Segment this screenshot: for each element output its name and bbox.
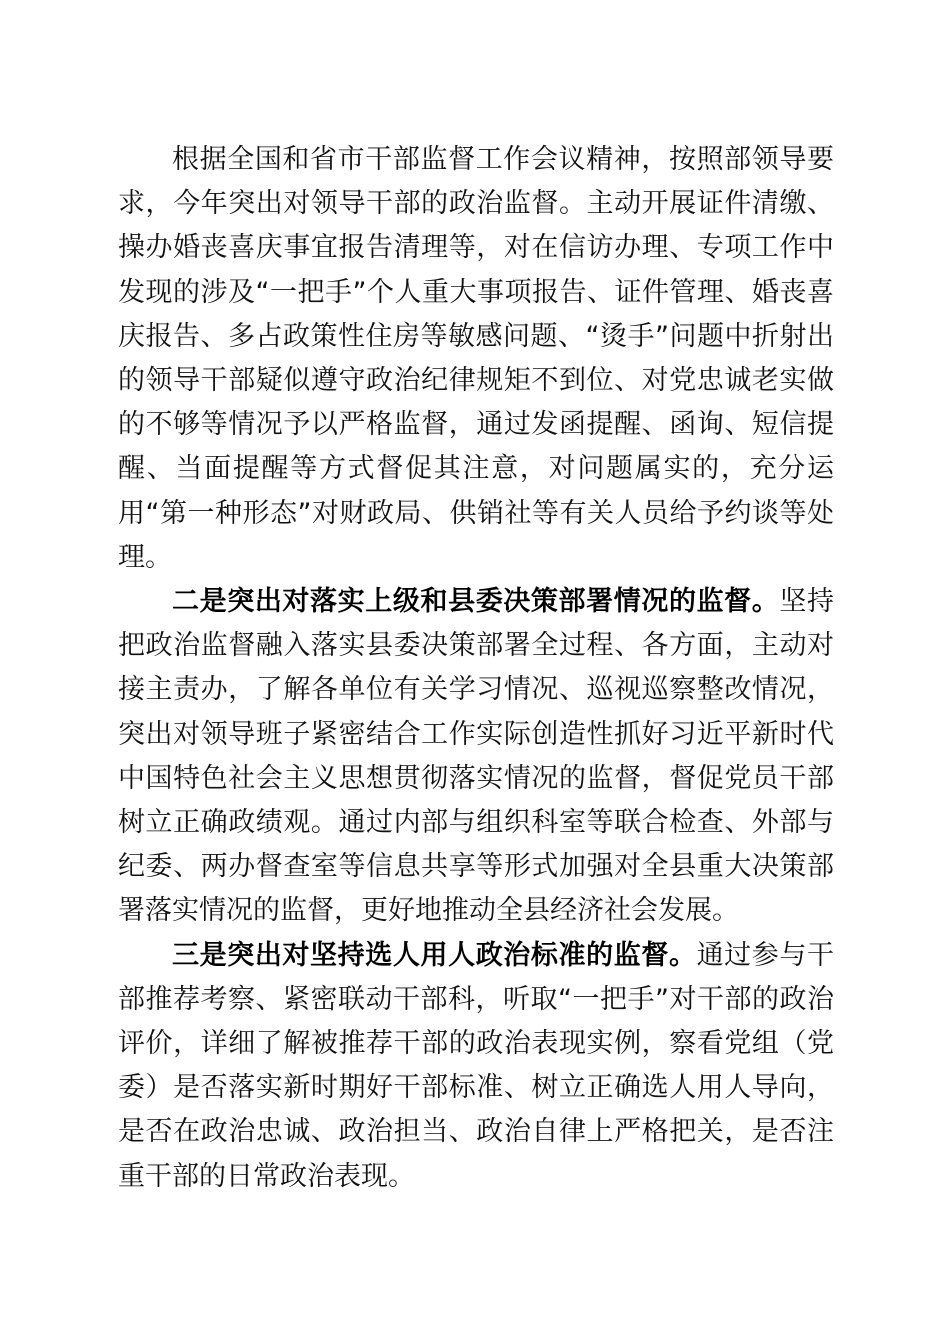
paragraph-text: 根据全国和省市干部监督工作会议精神，按照部领导要求，今年突出对领导干部的政治监督。主动开展证件清缴、操办婚丧喜庆事宜报告清理等，对在信访办理、专项工作中发现的涉及“一把手”个人重大事项报告、证件管理、婚丧喜庆报告、多占政策性住房等敏感问题、“烫手”问题中折射出的领导干部疑似遵守政治纪律规矩不到位、对党忠诚老实做的不够等情况予以严格监督，通过发函提醒、函询、短信提醒、当面提醒等方式督促其注意，对问题属实的，充分运用“第一种形态”对财政局、供销社等有关人员给予约谈等处理。 [118, 144, 834, 573]
paragraph-third [118, 934, 834, 1199]
paragraph-heading: 三是突出对坚持选人用人政治标准的监督。 [172, 939, 697, 971]
paragraph-second [118, 580, 834, 934]
paragraph-text: 通过参与干部推荐考察、紧密联动干部科，听取“一把手”对干部的政治评价，详细了解被推荐干部的政治表现实例，察看党组（党委）是否落实新时期好干部标准、树立正确选人用人导向，是否在政治忠诚、政治担当、政治自律上严格把关，是否注重干部的日常政治表现。 [118, 939, 835, 1192]
paragraph-heading: 二是突出对落实上级和县委决策部署情况的监督。 [172, 586, 780, 618]
paragraph-intro [118, 138, 834, 580]
paragraph-text: 坚持把政治监督融入落实县委决策部署全过程、各方面，主动对接主责办，了解各单位有关学习情况、巡视巡察整改情况，突出对领导班子紧密结合工作实际创造性抓好习近平新时代中国特色社会主义思想贯彻落实情况的监督，督促党员干部树立正确政绩观。通过内部与组织科室等联合检查、外部与纪委、两办督查室等信息共享等形式加强对全县重大决策部署落实情况的监督，更好地推动全县经济社会发展。 [118, 586, 834, 927]
document-body [118, 138, 834, 1199]
